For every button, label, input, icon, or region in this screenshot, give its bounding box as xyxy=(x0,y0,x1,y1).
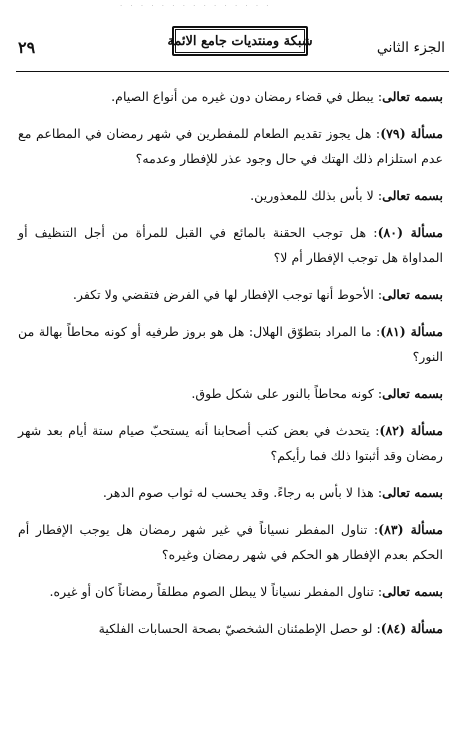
label-separator: : xyxy=(373,386,383,401)
label-separator: : xyxy=(372,621,381,636)
label-separator: : xyxy=(371,324,381,339)
answer-label: بسمه تعالى xyxy=(382,584,443,599)
question-text: هل توجب الحقنة بالمائع في القبل للمرأة من أجل التنظيف أو المداواة هل توجب الإفطار أم لا؟ xyxy=(18,225,443,265)
page-header xyxy=(14,24,449,70)
scan-noise: · · · · · · · · · · · · · · · xyxy=(120,2,272,10)
question-paragraph xyxy=(18,616,443,641)
answer-paragraph xyxy=(18,480,443,505)
answer-label: بسمه تعالى xyxy=(382,485,443,500)
answer-label: بسمه تعالى xyxy=(382,386,443,401)
question-text: تناول المفطر نسياناً في غير شهر رمضان هل يوجب الإفطار أم الحكم بعدم الإفطار هو الحكم في شهر رمضان وغيره؟ xyxy=(18,522,443,562)
question-text: ما المراد بتطوّق الهلال: هل هو بروز طرفيه أو كونه محاطاً بهالة من النور؟ xyxy=(18,324,443,364)
question-paragraph xyxy=(18,319,443,369)
header-rule xyxy=(16,71,449,72)
question-text: لو حصل الإطمئنان الشخصيّ بصحة الحسابات الفلكية xyxy=(98,621,373,636)
answer-label: بسمه تعالى xyxy=(382,287,443,302)
question-text: يتحدث في بعض كتب أصحابنا أنه يستحبّ صيام ستة أيام بعد شهر رمضان وقد أثبتوا ذلك فما رأيكم؟ xyxy=(18,423,443,463)
question-paragraph xyxy=(18,220,443,270)
label-separator: : xyxy=(373,89,383,104)
answer-paragraph xyxy=(18,579,443,604)
answer-label: بسمه تعالى xyxy=(382,188,443,203)
label-separator: : xyxy=(371,126,381,141)
question-label: مسألة (٨٤) xyxy=(380,621,443,636)
question-label: مسألة (٨٢) xyxy=(379,423,444,438)
answer-paragraph xyxy=(18,282,443,307)
label-separator: : xyxy=(367,522,379,537)
question-text: هل يجوز تقديم الطعام للمفطرين في شهر رمضان في المطاعم مع عدم استلزام ذلك الهتك في حال وجود عذر للإفطار وعدمه؟ xyxy=(18,126,443,166)
label-separator: : xyxy=(373,584,383,599)
answer-text: هذا لا بأس به رجاءً. وقد يحسب له ثواب صوم الدهر. xyxy=(102,485,374,500)
question-paragraph xyxy=(18,517,443,567)
watermark-text: شبكة ومنتديات جامع الائمة xyxy=(167,33,313,49)
answer-paragraph xyxy=(18,183,443,208)
label-separator: : xyxy=(366,225,378,240)
part-title: الجزء الثاني xyxy=(376,40,445,56)
question-label: مسألة (٨٠) xyxy=(377,225,444,240)
answer-label: بسمه تعالى xyxy=(382,89,443,104)
answer-text: تناول المفطر نسياناً لا يبطل الصوم مطلقاً رمضاناً كان أو غيره. xyxy=(49,584,374,599)
label-separator: : xyxy=(369,423,380,438)
question-paragraph xyxy=(18,418,443,468)
answer-text: يبطل في قضاء رمضان دون غيره من أنواع الصيام. xyxy=(111,89,374,104)
answer-text: الأحوط أنها توجب الإفطار لها في الفرض فتقضي ولا تكفر. xyxy=(72,287,374,302)
label-separator: : xyxy=(373,287,383,302)
label-separator: : xyxy=(373,188,383,203)
question-label: مسألة (٧٩) xyxy=(380,126,444,141)
question-label: مسألة (٨١) xyxy=(380,324,443,339)
answer-paragraph xyxy=(18,381,443,406)
question-paragraph xyxy=(18,121,443,171)
answer-text: لا بأس بذلك للمعذورين. xyxy=(250,188,374,203)
question-label: مسألة (٨٣) xyxy=(378,522,444,537)
page-number: ٢٩ xyxy=(18,38,36,57)
page-content xyxy=(18,84,443,653)
answer-paragraph xyxy=(18,84,443,109)
label-separator: : xyxy=(373,485,383,500)
watermark-stamp xyxy=(167,26,313,56)
answer-text: كونه محاطاً بالنور على شكل طوق. xyxy=(191,386,374,401)
